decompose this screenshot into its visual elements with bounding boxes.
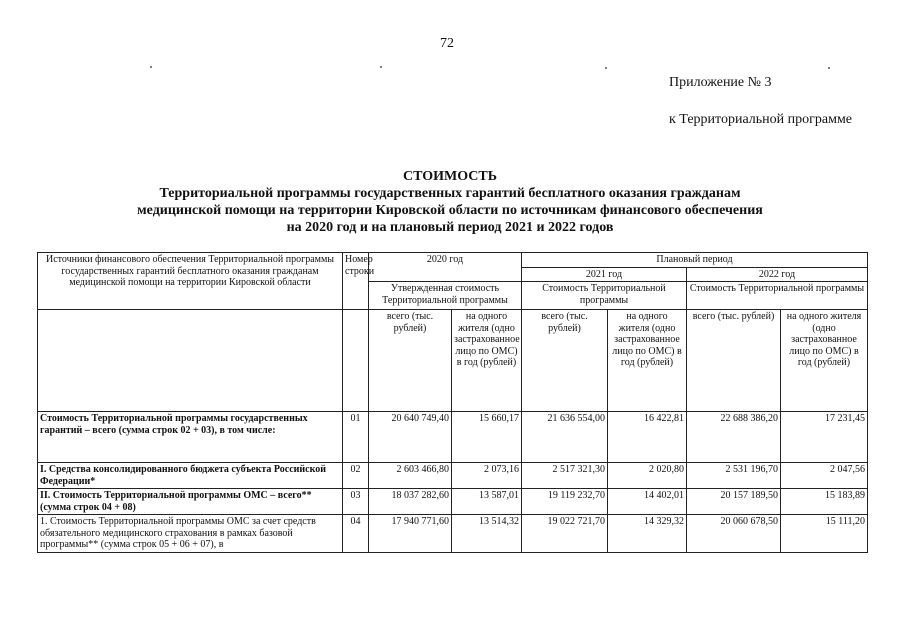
value-2022-per-capita: 15 111,20 bbox=[781, 515, 868, 553]
value-2022-total: 20 157 189,50 bbox=[687, 489, 781, 515]
header-row-number: Номер строки bbox=[343, 253, 369, 310]
value-2020-total: 18 037 282,60 bbox=[369, 489, 452, 515]
header-planned-period: Плановый период bbox=[522, 253, 868, 268]
value-2022-per-capita: 2 047,56 bbox=[781, 463, 868, 489]
table-row bbox=[38, 489, 868, 515]
document-subtitle-line2: медицинской помощи на территории Кировской области по источникам финансового обеспечения bbox=[137, 203, 763, 218]
appendix-reference: к Территориальной программе bbox=[669, 112, 853, 127]
value-2021-per-capita: 14 402,01 bbox=[608, 489, 687, 515]
row-number: 02 bbox=[343, 463, 369, 489]
value-2021-total: 19 022 721,70 bbox=[522, 515, 608, 553]
value-2022-per-capita: 15 183,89 bbox=[781, 489, 868, 515]
value-2021-total: 19 119 232,70 bbox=[522, 489, 608, 515]
table-row bbox=[38, 515, 868, 553]
value-2021-per-capita: 14 329,32 bbox=[608, 515, 687, 553]
table-row bbox=[38, 412, 868, 463]
value-2022-total: 20 060 678,50 bbox=[687, 515, 781, 553]
value-2020-per-capita: 13 514,32 bbox=[452, 515, 522, 553]
row-number: 04 bbox=[343, 515, 369, 553]
header-row-4 bbox=[38, 310, 868, 412]
document-subtitle-line3: на 2020 год и на плановый период 2021 и 2022 годов bbox=[286, 220, 614, 235]
scan-speck bbox=[828, 67, 830, 69]
value-2022-total: 22 688 386,20 bbox=[687, 412, 781, 463]
header-cost-2022: Стоимость Территориальной программы bbox=[687, 282, 868, 310]
row-number: 01 bbox=[343, 412, 369, 463]
value-2020-per-capita: 13 587,01 bbox=[452, 489, 522, 515]
header-empty-cell bbox=[38, 310, 343, 412]
scan-speck bbox=[150, 66, 152, 68]
scan-speck bbox=[380, 66, 382, 68]
scan-speck bbox=[605, 67, 607, 69]
header-year-2020: 2020 год bbox=[369, 253, 522, 282]
value-2020-per-capita: 15 660,17 bbox=[452, 412, 522, 463]
header-cost-2021: Стоимость Территориальной программы bbox=[522, 282, 687, 310]
header-year-2021: 2021 год bbox=[522, 267, 687, 282]
header-year-2022: 2022 год bbox=[687, 267, 868, 282]
table-row bbox=[38, 463, 868, 489]
header-sources: Источники финансового обеспечения Территориальной программы государственных гарантий бесплатного оказания гражданам медицинской помощи на территории Кировской области bbox=[38, 253, 343, 310]
header-per-capita-2021: на одного жителя (одно застрахованное лицо по ОМС) в год (рублей) bbox=[608, 310, 687, 412]
header-row-1 bbox=[38, 253, 868, 268]
value-2020-per-capita: 2 073,16 bbox=[452, 463, 522, 489]
header-total-2021: всего (тыс. рублей) bbox=[522, 310, 608, 412]
document-subtitle-line1: Территориальной программы государственных гарантий бесплатного оказания гражданам bbox=[159, 186, 741, 201]
value-2021-per-capita: 16 422,81 bbox=[608, 412, 687, 463]
header-per-capita-2022: на одного жителя (одно застрахованное лицо по ОМС) в год (рублей) bbox=[781, 310, 868, 412]
header-total-2022: всего (тыс. рублей) bbox=[687, 310, 781, 412]
row-number: 03 bbox=[343, 489, 369, 515]
row-label: Стоимость Территориальной программы государственных гарантий – всего (сумма строк 02 + 03), в том числе: bbox=[38, 412, 343, 463]
value-2021-total: 2 517 321,30 bbox=[522, 463, 608, 489]
row-label: II. Стоимость Территориальной программы ОМС – всего** (сумма строк 04 + 08) bbox=[38, 489, 343, 515]
value-2021-per-capita: 2 020,80 bbox=[608, 463, 687, 489]
row-label: 1. Стоимость Территориальной программы ОМС за счет средств обязательного медицинского страхования в рамках базовой программы** (сумма строк 05 + 06 + 07), в bbox=[38, 515, 343, 553]
page-number: 72 bbox=[440, 36, 454, 51]
header-per-capita-2020: на одного жителя (одно застрахованное лицо по ОМС) в год (рублей) bbox=[452, 310, 522, 412]
cost-table bbox=[37, 252, 868, 553]
value-2021-total: 21 636 554,00 bbox=[522, 412, 608, 463]
header-total-2020: всего (тыс. рублей) bbox=[369, 310, 452, 412]
appendix-number: Приложение № 3 bbox=[669, 75, 772, 90]
value-2020-total: 2 603 466,80 bbox=[369, 463, 452, 489]
value-2022-total: 2 531 196,70 bbox=[687, 463, 781, 489]
header-approved-cost: Утвержденная стоимость Территориальной программы bbox=[369, 282, 522, 310]
document-title: СТОИМОСТЬ bbox=[402, 169, 498, 184]
header-empty-cell bbox=[343, 310, 369, 412]
value-2020-total: 20 640 749,40 bbox=[369, 412, 452, 463]
value-2022-per-capita: 17 231,45 bbox=[781, 412, 868, 463]
value-2020-total: 17 940 771,60 bbox=[369, 515, 452, 553]
row-label: I. Средства консолидированного бюджета субъекта Российской Федерации* bbox=[38, 463, 343, 489]
